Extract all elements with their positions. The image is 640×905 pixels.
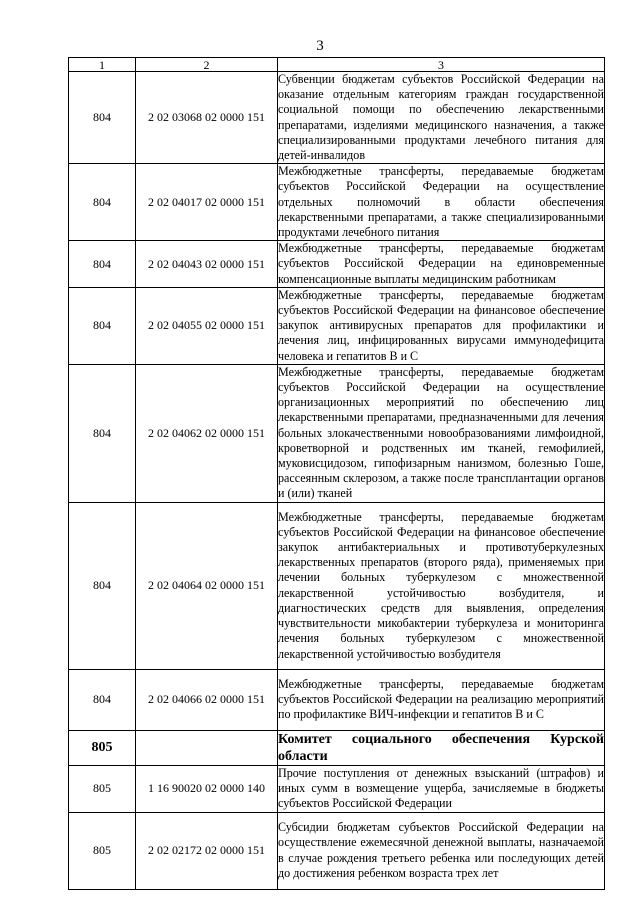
admin-code-cell: 805: [69, 765, 136, 812]
column-header-2: 2: [136, 58, 278, 72]
admin-code-cell: 804: [69, 364, 136, 502]
income-description-cell: Межбюджетные трансферты, передаваемые бюджетам субъектов Российской Федерации на осуществление отдельных полномочий в области обеспечения лекарственными препаратами, а также специализированными продуктами лечебного питания: [278, 164, 604, 240]
column-header-3: 3: [278, 58, 605, 72]
table-row: [69, 502, 605, 669]
income-code-cell: 1 16 90020 02 0000 140: [136, 765, 278, 812]
admin-code-cell: 805: [69, 730, 136, 765]
income-description-cell: Межбюджетные трансферты, передаваемые бюджетам субъектов Российской Федерации на единовременные компенсационные выплаты медицинским работникам: [278, 241, 604, 286]
income-code-cell: 2 02 03068 02 0000 151: [136, 72, 278, 164]
admin-code-cell: 804: [69, 72, 136, 164]
table-row: [69, 164, 605, 241]
income-code-cell: [136, 730, 278, 765]
table-row: [69, 72, 605, 164]
admin-code-cell: 805: [69, 812, 136, 889]
page-number: 3: [316, 38, 324, 54]
income-description-cell: Межбюджетные трансферты, передаваемые бюджетам субъектов Российской Федерации на реализацию мероприятий по профилактике ВИЧ-инфекции и гепатитов В и С: [278, 669, 605, 730]
table-header-row: [69, 58, 605, 72]
table-row: [69, 364, 605, 502]
income-code-cell: 2 02 04017 02 0000 151: [136, 164, 278, 241]
income-description-cell: Межбюджетные трансферты, передаваемые бюджетам субъектов Российской Федерации на финансовое обеспечение закупок антибактериальных и противотуберкулезных лекарственных препаратов (второго ряда), применяемых при лечении больных туберкулезом с множественной лекарственной устойчивостью возбудителя, и диагностических средств для выявления, определения чувствительности микобактерии туберкулеза и мониторинга лечения больных туберкулезом с множественной лекарственной устойчивостью возбудителя: [278, 502, 605, 669]
income-code-cell: 2 02 02172 02 0000 151: [136, 812, 278, 889]
admin-code-cell: 804: [69, 669, 136, 730]
admin-code-cell: 804: [69, 241, 136, 288]
table-row: [69, 812, 605, 889]
income-description-cell: Прочие поступления от денежных взысканий (штрафов) и иных сумм в возмещение ущерба, зачисляемые в бюджеты субъектов Российской Федерации: [278, 765, 604, 811]
income-code-cell: 2 02 04043 02 0000 151: [136, 241, 278, 288]
column-header-1: 1: [69, 58, 136, 72]
income-code-cell: 2 02 04062 02 0000 151: [136, 364, 278, 502]
table-row: [69, 287, 605, 364]
table-row: [69, 241, 605, 288]
income-code-cell: 2 02 04066 02 0000 151: [136, 669, 278, 730]
admin-code-cell: 804: [69, 287, 136, 364]
income-code-cell: 2 02 04055 02 0000 151: [136, 287, 278, 364]
income-description-cell: Межбюджетные трансферты, передаваемые бюджетам субъектов Российской Федерации на осуществление организационных мероприятий по обеспечению лиц лекарственными препаратами, предназначенными для лечения больных злокачественными новообразованиями лимфоидной, кроветворной и родственных им тканей, гемофилией, муковисцидозом, гипофизарным нанизмом, болезнью Гоше, рассеянным склерозом, а также после трансплантации органов и (или) тканей: [278, 364, 604, 501]
section-heading-cell: Комитет социального обеспечения Курской области: [278, 731, 604, 764]
income-description-cell: Субсидии бюджетам субъектов Российской Федерации на осуществление ежемесячной денежной выплаты, назначаемой в случае рождения третьего ребенка или последующих детей до достижения ребенком возраста трех лет: [278, 812, 605, 889]
table-row-section-heading: [69, 730, 605, 765]
income-description-cell: Межбюджетные трансферты, передаваемые бюджетам субъектов Российской Федерации на финансовое обеспечение закупок антивирусных препаратов для профилактики и лечения лиц, инфицированных вирусами иммунодефицита человека и гепатитов В и С: [278, 287, 604, 363]
admin-code-cell: 804: [69, 164, 136, 241]
table-row: [69, 765, 605, 812]
admin-code-cell: 804: [69, 502, 136, 669]
income-description-cell: Субвенции бюджетам субъектов Российской Федерации на оказание отдельным категориям граждан государственной социальной помощи по обеспечению лекарственными препаратами, изделиями медицинского назначения, а также специализированными продуктами лечебного питания для детей-инвалидов: [278, 72, 604, 163]
budget-classification-table: [68, 57, 605, 890]
table-row: [69, 669, 605, 730]
income-code-cell: 2 02 04064 02 0000 151: [136, 502, 278, 669]
